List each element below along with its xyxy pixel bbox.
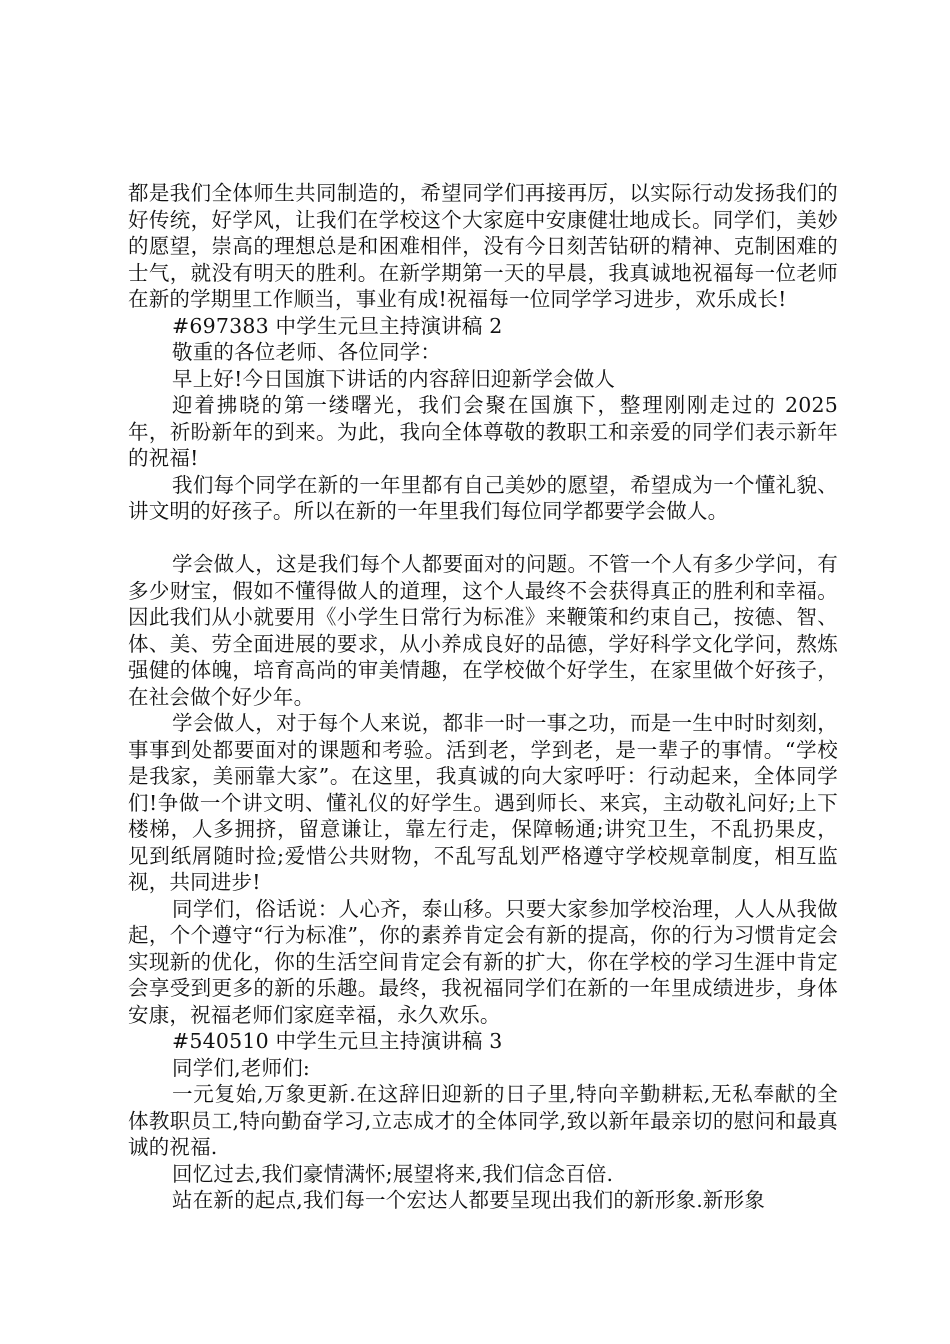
paragraph-closing-remarks: 都是我们全体师生共同制造的，希望同学们再接再厉，以实际行动发扬我们的好传统，好学风，让我们在学校这个大家庭中安康健壮地成长。同学们，美妙的愿望，崇高的理想总是和困难相伴，没有今日刻苦钻研的精神、克制困难的士气，就没有明天的胜利。在新学期第一天的早晨，我真诚地祝福每一位老师在新的学期里工作顺当，事业有成!祝福每一位同学学习进步，欢乐成长! <box>128 181 838 311</box>
paragraph-being-a-person: 学会做人，这是我们每个人都要面对的问题。不管一个人有多少学问，有多少财宝，假如不懂得做人的道理，这个人最终不会获得真正的胜利和幸福。因此我们从小就要用《小学生日常行为标准》来鞭策和约束自己，按德、智、体、美、劳全面进展的要求，从小养成良好的品德，学好科学文化学问，熬炼强健的体魄，培育高尚的审美情趣，在学校做个好学生，在家里做个好孩子，在社会做个好少年。 <box>128 552 838 709</box>
paragraph-new-year-greeting: 一元复始,万象更新.在这辞旧迎新的日子里,特向辛勤耕耘,无私奉献的全体教职员工,特向勤奋学习,立志成才的全体同学,致以新年最亲切的慰问和最真诚的祝福. <box>128 1082 838 1159</box>
speech-heading-3: #540510 中学生元旦主持演讲稿 3 <box>172 1029 503 1053</box>
paragraph-new-year-wishes: 迎着拂晓的第一缕曙光，我们会聚在国旗下，整理刚刚走过的 2025 年，祈盼新年的到来。为此，我向全体尊敬的教职工和亲爱的同学们表示新年的祝福! <box>128 393 838 470</box>
salutation-2: 敬重的各位老师、各位同学： <box>172 340 442 364</box>
speech-heading-2: #697383 中学生元旦主持演讲稿 2 <box>172 313 503 338</box>
blank-line <box>128 525 838 552</box>
paragraph-learn-to-be-person: 我们每个同学在新的一年里都有自己美妙的愿望，希望成为一个懂礼貌、讲文明的好孩子。所以在新的一年里我们每位同学都要学会做人。 <box>128 472 838 523</box>
document-body <box>128 180 838 1214</box>
salutation-3: 同学们,老师们: <box>172 1055 311 1080</box>
paragraph-lifelong-learning: 学会做人，对于每个人来说，都非一时一事之功，而是一生中时时刻刻，事事到处都要面对的课题和考验。活到老，学到老，是一辈子的事情。“学校是我家，美丽靠大家”。在这里，我真诚的向大家呼吁：行动起来，全体同学们!争做一个讲文明、懂礼仪的好学生。遇到师长、来宾，主动敬礼问好;上下楼梯，人多拥挤，留意谦让，靠左行走，保障畅通;讲究卫生，不乱扔果皮，见到纸屑随时捡;爱惜公共财物，不乱写乱划严格遵守学校规章制度，相互监视，共同进步! <box>128 711 838 894</box>
paragraph-review-outlook: 回忆过去,我们豪情满怀;展望将来,我们信念百倍. <box>172 1161 614 1186</box>
greeting-topic: 早上好!今日国旗下讲话的内容辞旧迎新学会做人 <box>172 366 616 391</box>
paragraph-unity: 同学们，俗话说：人心齐，泰山移。只要大家参加学校治理，人人从我做起，个个遵守“行为标准”，你的素养肯定会有新的提高，你的行为习惯肯定会实现新的优化，你的生活空间肯定会有新的扩大，你在学校的学习生涯中肯定会享受到更多的新的乐趣。最终，我祝福同学们在新的一年里成绩进步，身体安康，祝福老师们家庭幸福，永久欢乐。 <box>128 896 838 1027</box>
paragraph-new-image: 站在新的起点,我们每一个宏达人都要呈现出我们的新形象.新形象 <box>172 1188 766 1212</box>
